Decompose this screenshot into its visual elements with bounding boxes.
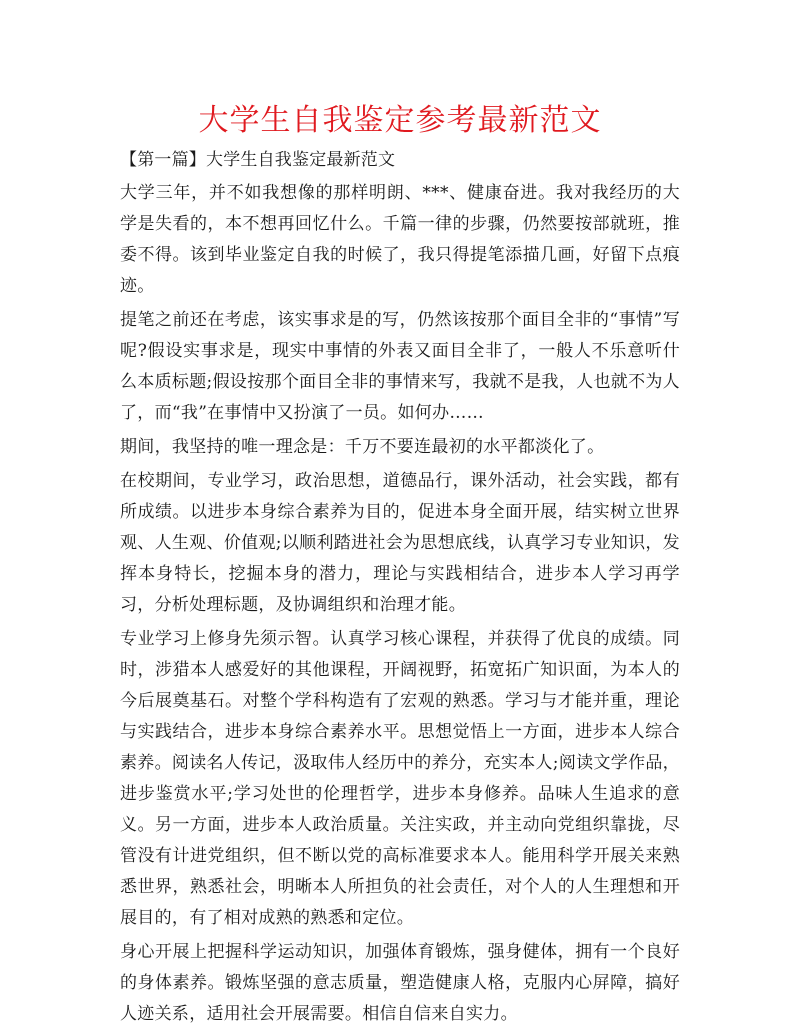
paragraph-3: 期间，我坚持的唯一理念是：千万不要连最初的水平都淡化了。 <box>120 437 605 457</box>
section-heading: 【第一篇】大学生自我鉴定最新范文 <box>120 150 396 170</box>
paragraph-2: 提笔之前还在考虑，该实事求是的写，仍然该按那个面目全非的“事情”写呢?假设实事求是，现实中事情的外表又面目全非了，一般人不乐意听什么本质标题;假设按那个面目全非的事情来写，我就不是我，人也就不为人了，而“我”在事情中又扮演了一员。如何办…… <box>120 310 680 423</box>
document-page <box>120 100 680 1033</box>
paragraph-6: 身心开展上把握科学运动知识，加强体育锻炼，强身健体，拥有一个良好的身体素养。锻炼坚强的意志质量，塑造健康人格，克服内心屏障，搞好人迹关系，适用社会开展需要。相信自信来自实力。 <box>120 942 680 1024</box>
paragraph-1: 大学三年，并不如我想像的那样明朗、***、健康奋进。我对我经历的大学是失看的，本不想再回忆什么。千篇一律的步骤，仍然要按部就班，推委不得。该到毕业鉴定自我的时候了，我只得提笔添描几画，好留下点痕迹。 <box>120 183 680 296</box>
paragraph-4: 在校期间，专业学习，政治思想，道德品行，课外活动，社会实践，都有所成绩。以进步本身综合素养为目的，促进本身全面开展，结实树立世界观、人生观、价值观;以顺利踏进社会为思想底线，认真学习专业知识，发挥本身特长，挖掘本身的潜力，理论与实践相结合，进步本人学习再学习，分析处理标题，及协调组织和治理才能。 <box>120 471 680 615</box>
document-title: 大学生自我鉴定参考最新范文 <box>198 103 602 138</box>
paragraph-5: 专业学习上修身先须示智。认真学习核心课程，并获得了优良的成绩。同时，涉猎本人感爱好的其他课程，开阔视野，拓宽拓广知识面，为本人的今后展奠基石。对整个学科构造有了宏观的熟悉。学习与才能并重，理论与实践结合，进步本身综合素养水平。思想觉悟上一方面，进步本人综合素养。阅读名人传记，汲取伟人经历中的养分，充实本人;阅读文学作品，进步鉴赏水平;学习处世的伦理哲学，进步本身修养。品味人生追求的意义。另一方面，进步本人政治质量。关注实政，并主动向党组织靠拢，尽管没有计进党组织，但不断以党的高标准要求本人。能用科学开展关来熟悉世界，熟悉社会，明晰本人所担负的社会责任，对个人的人生理想和开展目的，有了相对成熟的熟悉和定位。 <box>120 629 680 928</box>
